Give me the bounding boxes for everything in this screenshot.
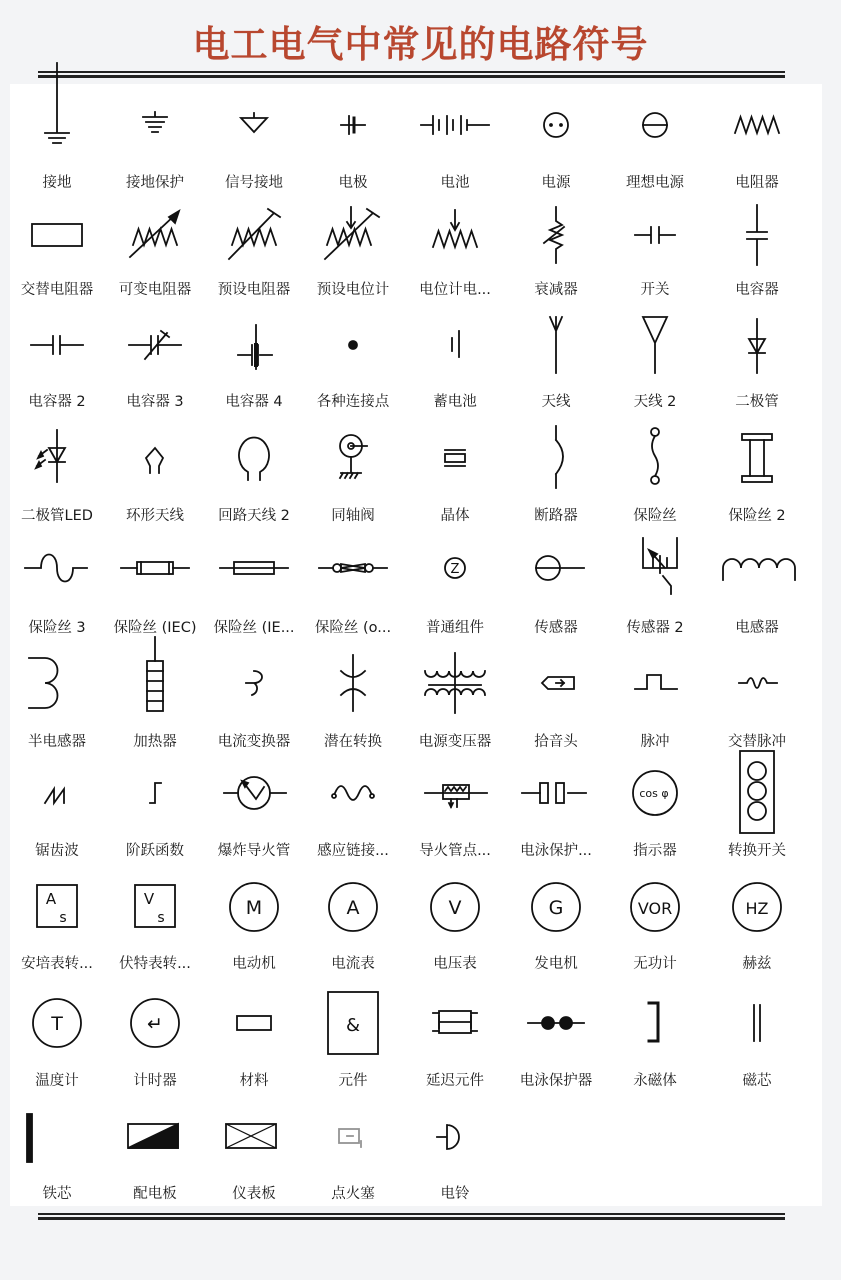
antenna-icon	[506, 305, 606, 385]
symbol-label: 电极	[338, 175, 368, 191]
symbol-label: 电铃	[440, 1186, 470, 1202]
symbol-label: 二极管	[735, 394, 779, 410]
capacitor-vertical-icon	[707, 195, 807, 275]
symbol-label: 断路器	[534, 508, 578, 524]
diode-icon	[707, 305, 807, 385]
symbol-label: 天线	[541, 394, 571, 410]
fuse-o-icon	[303, 528, 403, 608]
power-transformer-icon	[405, 643, 505, 723]
symbol-label: 爆炸导火管	[217, 843, 291, 859]
bottom-divider-2	[38, 1217, 785, 1220]
symbol-label: 理想电源	[626, 175, 684, 191]
instrument-panel-icon	[204, 1097, 304, 1177]
signal-ground-icon	[204, 85, 304, 165]
variable-resistor-icon	[105, 195, 205, 275]
symbol-label: 赫兹	[742, 956, 772, 972]
symbol-label: 铁芯	[42, 1186, 72, 1202]
symbol-label: 阶跃函数	[126, 843, 184, 859]
bell-icon	[405, 1097, 505, 1177]
symbol-label: 电容器 2	[28, 394, 86, 410]
symbol-label: 保险丝 (o...	[314, 620, 392, 636]
symbol-label: 潜在转换	[324, 734, 382, 750]
motor-icon	[204, 867, 304, 947]
symbol-label: 导火管点...	[419, 843, 491, 859]
fuse-3-icon	[7, 528, 107, 608]
voltmeter-icon	[405, 867, 505, 947]
ground-icon	[7, 85, 107, 165]
pickup-head-icon	[506, 643, 606, 723]
symbol-text: ↵	[147, 1013, 163, 1035]
symbol-label: 延迟元件	[426, 1073, 484, 1089]
symbol-label: 点火塞	[331, 1186, 375, 1202]
page-title: 电工电气中常见的电路符号	[192, 23, 649, 66]
symbol-label: 电泳保护...	[520, 843, 592, 859]
symbol-label: 电位计电...	[419, 282, 491, 298]
induction-link-icon	[303, 753, 403, 833]
general-component-icon	[405, 528, 505, 608]
current-transformer-icon	[204, 643, 304, 723]
junction-dot-icon	[303, 305, 403, 385]
symbol-text: Z	[450, 562, 460, 577]
element-icon	[303, 983, 403, 1063]
pulse-icon	[605, 643, 705, 723]
symbol-label: 发电机	[534, 956, 578, 972]
symbol-label: 预设电阻器	[217, 282, 291, 298]
symbol-label: 保险丝	[633, 508, 677, 524]
crystal-icon	[405, 418, 505, 498]
generator-icon	[506, 867, 606, 947]
symbol-label: 电感器	[735, 620, 779, 636]
symbol-text: s	[59, 910, 67, 926]
symbol-label: 电源变压器	[418, 734, 492, 750]
step-function-icon	[105, 753, 205, 833]
switch-icon	[605, 195, 705, 275]
symbol-label: 感应链接...	[317, 843, 389, 859]
indicator-icon	[605, 753, 705, 833]
symbol-label: 各种连接点	[316, 394, 390, 410]
symbol-text: A	[45, 890, 57, 908]
symbol-label: 磁芯	[742, 1073, 772, 1089]
symbol-label: 半电感器	[28, 734, 86, 750]
symbol-text: A	[346, 897, 360, 919]
symbol-label: 元件	[338, 1073, 368, 1089]
symbol-label: 普通组件	[426, 620, 484, 636]
symbol-text: HZ	[745, 899, 769, 918]
fuse-ie-icon	[204, 528, 304, 608]
protective-ground-icon	[105, 85, 205, 165]
symbol-label: 电容器	[735, 282, 779, 298]
symbol-label: 二极管LED	[21, 508, 93, 524]
symbol-text: M	[245, 897, 263, 919]
symbol-label: 接地保护	[126, 175, 184, 191]
sawtooth-icon	[7, 753, 107, 833]
symbol-label: 蓄电池	[433, 394, 477, 410]
symbol-text: s	[157, 910, 165, 926]
led-icon	[7, 418, 107, 498]
symbol-label: 温度计	[35, 1073, 79, 1089]
potentiometer-icon	[405, 195, 505, 275]
changeover-switch-icon	[707, 753, 807, 833]
alt-resistor-icon	[7, 195, 107, 275]
distribution-board-icon	[105, 1097, 205, 1177]
symbol-label: 电阻器	[735, 175, 779, 191]
coaxial-icon	[303, 418, 403, 498]
symbol-label: 开关	[640, 282, 670, 298]
symbol-label: 预设电位计	[316, 282, 390, 298]
delay-element-icon	[405, 983, 505, 1063]
resistor-icon	[707, 85, 807, 165]
inductor-icon	[707, 528, 807, 608]
material-icon	[204, 983, 304, 1063]
sensor-2-icon	[605, 528, 705, 608]
symbol-label: 衰减器	[534, 282, 578, 298]
potential-transformer-icon	[303, 643, 403, 723]
top-divider-2	[38, 75, 785, 78]
symbol-label: 电动机	[232, 956, 276, 972]
thermometer-icon	[7, 983, 107, 1063]
heater-icon	[105, 643, 205, 723]
preset-resistor-icon	[204, 195, 304, 275]
loop-antenna-icon	[105, 418, 205, 498]
symbol-label: 拾音头	[534, 734, 578, 750]
symbol-label: 保险丝 2	[728, 508, 786, 524]
spark-plug-icon	[303, 1097, 403, 1177]
symbol-label: 环形天线	[126, 508, 184, 524]
battery-icon	[405, 85, 505, 165]
symbol-label: 永磁体	[633, 1073, 677, 1089]
symbol-text: V	[448, 897, 462, 919]
symbol-text: G	[548, 897, 564, 919]
symbol-label: 接地	[42, 175, 72, 191]
loop-antenna-2-icon	[204, 418, 304, 498]
symbol-label: 保险丝 (IE...	[213, 620, 295, 636]
preset-potentiometer-icon	[303, 195, 403, 275]
symbol-text: V	[143, 890, 155, 908]
electrophoresis-protector-2-icon	[506, 983, 606, 1063]
magnetic-core-icon	[707, 983, 807, 1063]
storage-battery-icon	[405, 305, 505, 385]
symbol-label: 回路天线 2	[218, 508, 290, 524]
bottom-divider	[38, 1213, 785, 1215]
symbol-label: 加热器	[133, 734, 177, 750]
breaker-icon	[506, 418, 606, 498]
symbol-label: 电池	[440, 175, 470, 191]
capacitor-icon	[7, 305, 107, 385]
ammeter-switch-icon	[7, 867, 107, 947]
symbol-text: cos φ	[639, 787, 669, 800]
alt-pulse-icon	[707, 643, 807, 723]
fuse-iec-icon	[105, 528, 205, 608]
symbol-label: 保险丝 3	[28, 620, 86, 636]
symbol-label: 转换开关	[728, 843, 786, 859]
attenuator-icon	[506, 195, 606, 275]
symbol-label: 电泳保护器	[519, 1073, 593, 1089]
igniter-icon	[405, 753, 505, 833]
symbol-label: 锯齿波	[35, 843, 79, 859]
symbol-label: 传感器	[534, 620, 578, 636]
top-divider	[38, 71, 785, 73]
electrode-icon	[303, 85, 403, 165]
fuse-2-icon	[707, 418, 807, 498]
symbol-label: 计时器	[133, 1073, 177, 1089]
symbol-label: 电容器 4	[225, 394, 283, 410]
symbol-label: 材料	[239, 1073, 269, 1089]
symbol-label: 晶体	[440, 508, 470, 524]
symbol-label: 指示器	[633, 843, 677, 859]
power-source-icon	[506, 85, 606, 165]
symbol-label: 配电板	[133, 1186, 177, 1202]
symbol-text: T	[51, 1013, 63, 1035]
symbol-label: 交替电阻器	[20, 282, 94, 298]
symbol-label: 电压表	[433, 956, 477, 972]
symbol-label: 电流表	[331, 956, 375, 972]
symbol-text: VOR	[637, 899, 673, 918]
ideal-source-icon	[605, 85, 705, 165]
iron-core-icon	[7, 1097, 107, 1177]
symbol-label: 电流变换器	[217, 734, 291, 750]
ammeter-icon	[303, 867, 403, 947]
symbol-label: 电容器 3	[126, 394, 184, 410]
symbol-label: 信号接地	[225, 175, 283, 191]
hertz-meter-icon	[707, 867, 807, 947]
sensor-icon	[506, 528, 606, 608]
voltmeter-switch-icon	[105, 867, 205, 947]
symbol-label: 保险丝 (IEC)	[113, 620, 197, 636]
symbol-label: 伏特表转...	[119, 956, 191, 972]
symbol-label: 脉冲	[640, 734, 670, 750]
antenna-2-icon	[605, 305, 705, 385]
symbol-label: 同轴阀	[331, 508, 375, 524]
symbol-label: 交替脉冲	[728, 734, 786, 750]
var-meter-icon	[605, 867, 705, 947]
symbol-label: 仪表板	[232, 1186, 276, 1202]
half-inductor-icon	[7, 643, 107, 723]
fuse-icon	[605, 418, 705, 498]
symbol-label: 传感器 2	[626, 620, 684, 636]
electrophoresis-protector-icon	[506, 753, 606, 833]
timer-icon	[105, 983, 205, 1063]
symbol-label: 安培表转...	[21, 956, 93, 972]
explosive-fuse-icon	[204, 753, 304, 833]
symbol-text: &	[345, 1015, 361, 1036]
variable-capacitor-icon	[105, 305, 205, 385]
symbol-label: 天线 2	[633, 394, 677, 410]
permanent-magnet-icon	[605, 983, 705, 1063]
symbol-label: 无功计	[633, 956, 677, 972]
symbol-label: 可变电阻器	[118, 282, 192, 298]
capacitor-4-icon	[204, 305, 304, 385]
symbol-label: 电源	[541, 175, 571, 191]
